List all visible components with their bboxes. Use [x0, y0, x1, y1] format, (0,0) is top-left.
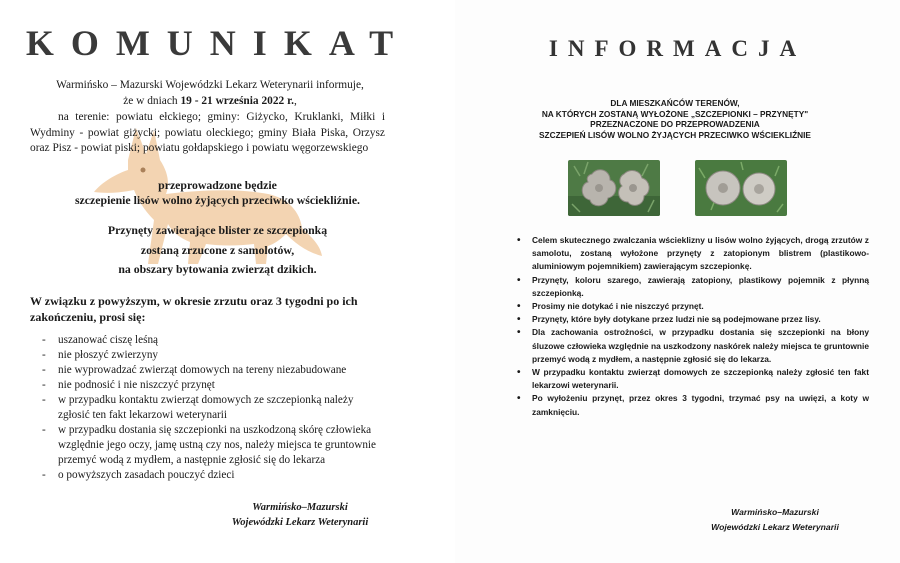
list-item: • Przynęty, które były dotykane przez ludzi nie są podejmowane przez lisy. — [517, 313, 869, 326]
list-item: • Celem skutecznego zwalczania wścieklizny u lisów wolno żyjących, drogą zrzutów z samolotu, zostaną wyłożone przynęty z zatopionym blistrem (plastikowo-aluminiowym pojemnikiem) zawierającym szczepionkę. — [517, 234, 869, 274]
info-list — [517, 234, 869, 419]
bait-line2: zostaną zrzucone z samolotów, — [140, 243, 295, 257]
list-item: • Po wyłożeniu przynęt, przez okres 3 tygodni, trzymać psy na uwięzi, a koty w zamknięciu. — [517, 392, 869, 418]
notice-text: W związku z powyższym, w okresie zrzutu oraz 3 tygodni po ich zakończeniu, prosi się: — [30, 294, 358, 324]
list-item: • Przynęty, koloru szarego, zawierają zatopiony, plastikowy pojemnik z płynną szczepionką. — [517, 274, 869, 300]
bait-photo-icon — [695, 160, 787, 216]
list-item: - o powyższych zasadach pouczyć dzieci — [42, 468, 387, 483]
signature — [685, 505, 865, 535]
list-item: • Prosimy nie dotykać i nie niszczyć przynęt. — [517, 300, 869, 313]
signature-line1: Warmińsko–Mazurski — [731, 507, 819, 517]
caption — [485, 98, 865, 140]
list-item: - nie wyprowadzać zwierząt domowych na tereny niezabudowane — [42, 363, 387, 378]
page-title: KOMUNIKAT — [25, 23, 411, 63]
requests-list — [42, 333, 387, 483]
intro-line1: Warmińsko – Mazurski Wojewódzki Lekarz Weterynarii informuje, — [56, 79, 364, 91]
list-item: - w przypadku dostania się szczepionki na uszkodzoną skórę człowieka względnie jego oczy, jamę ustną czy nos, należy miejsca te gruntownie przemyć wodą z mydłem, a następnie zgłosić się do lekarza — [42, 423, 387, 468]
caption-line: SZCZEPIEŃ LISÓW WOLNO ŻYJĄCYCH PRZECIWKO WŚCIEKLIŹNIE — [539, 129, 811, 140]
intro-line2-suffix: , — [293, 94, 297, 107]
intro-text — [40, 78, 380, 109]
signature — [210, 500, 390, 530]
signature-line2: Wojewódzki Lekarz Weterynarii — [231, 517, 369, 528]
page-title: INFORMACJA — [548, 36, 807, 61]
signature-line2: Wojewódzki Lekarz Weterynarii — [711, 522, 839, 532]
terrain-text: na terenie: powiatu ełckiego; gminy: Giżycko, Kruklanki, Miłki i Wydminy - powiat giżycki; powiatu oleckiego; gminy Biała Piska, Orzysz oraz Pisz - powiat piski; powiatu gołdapskiego i powiatu węgorzewskiego — [30, 111, 385, 154]
list-item: • Dla zachowania ostrożności, w przypadku dostania się szczepionki na błony śluzowe człowieka względnie na uszkodzony naskórek należy miejsca te gruntownie przemyć wodą z mydłem, a następnie zgłosić się do lekarza. — [517, 326, 869, 366]
bait-photo-icon — [568, 160, 660, 216]
bait-line1: Przynęty zawierające blister ze szczepionką — [107, 223, 328, 237]
vaccination-line1: przeprowadzone będzie — [158, 178, 277, 192]
list-item: - nie podnosić i nie niszczyć przynęt — [42, 378, 387, 393]
intro-line2-prefix: że w dniach — [123, 94, 181, 107]
vaccination-line2: szczepienie lisów wolno żyjących przeciwko wściekliźnie. — [74, 193, 361, 207]
signature-line1: Warmińsko–Mazurski — [252, 502, 348, 513]
list-item: • W przypadku kontaktu zwierząt domowych ze szczepionką należy zgłosić ten fakt lekarzowi weterynarii. — [517, 366, 869, 392]
caption-line: DLA MIESZKAŃCÓW TERENÓW, — [610, 98, 740, 108]
intro-dates: 19 - 21 września 2022 r. — [180, 94, 294, 107]
informacja-page — [455, 0, 900, 563]
caption-line: NA KTÓRYCH ZOSTANĄ WYŁOŻONE „SZCZEPIONKI – PRZYNĘTY" — [541, 108, 809, 119]
list-item: - w przypadku kontaktu zwierząt domowych ze szczepionką należy zgłosić ten fakt lekarzowi weterynarii — [42, 393, 387, 423]
caption-line: PRZEZNACZONE DO PRZEPROWADZENIA — [590, 119, 760, 129]
list-item: - uszanować ciszę leśną — [42, 333, 387, 348]
list-item: - nie płoszyć zwierzyny — [42, 348, 387, 363]
bait-line3: na obszary bytowania zwierząt dzikich. — [118, 262, 317, 276]
